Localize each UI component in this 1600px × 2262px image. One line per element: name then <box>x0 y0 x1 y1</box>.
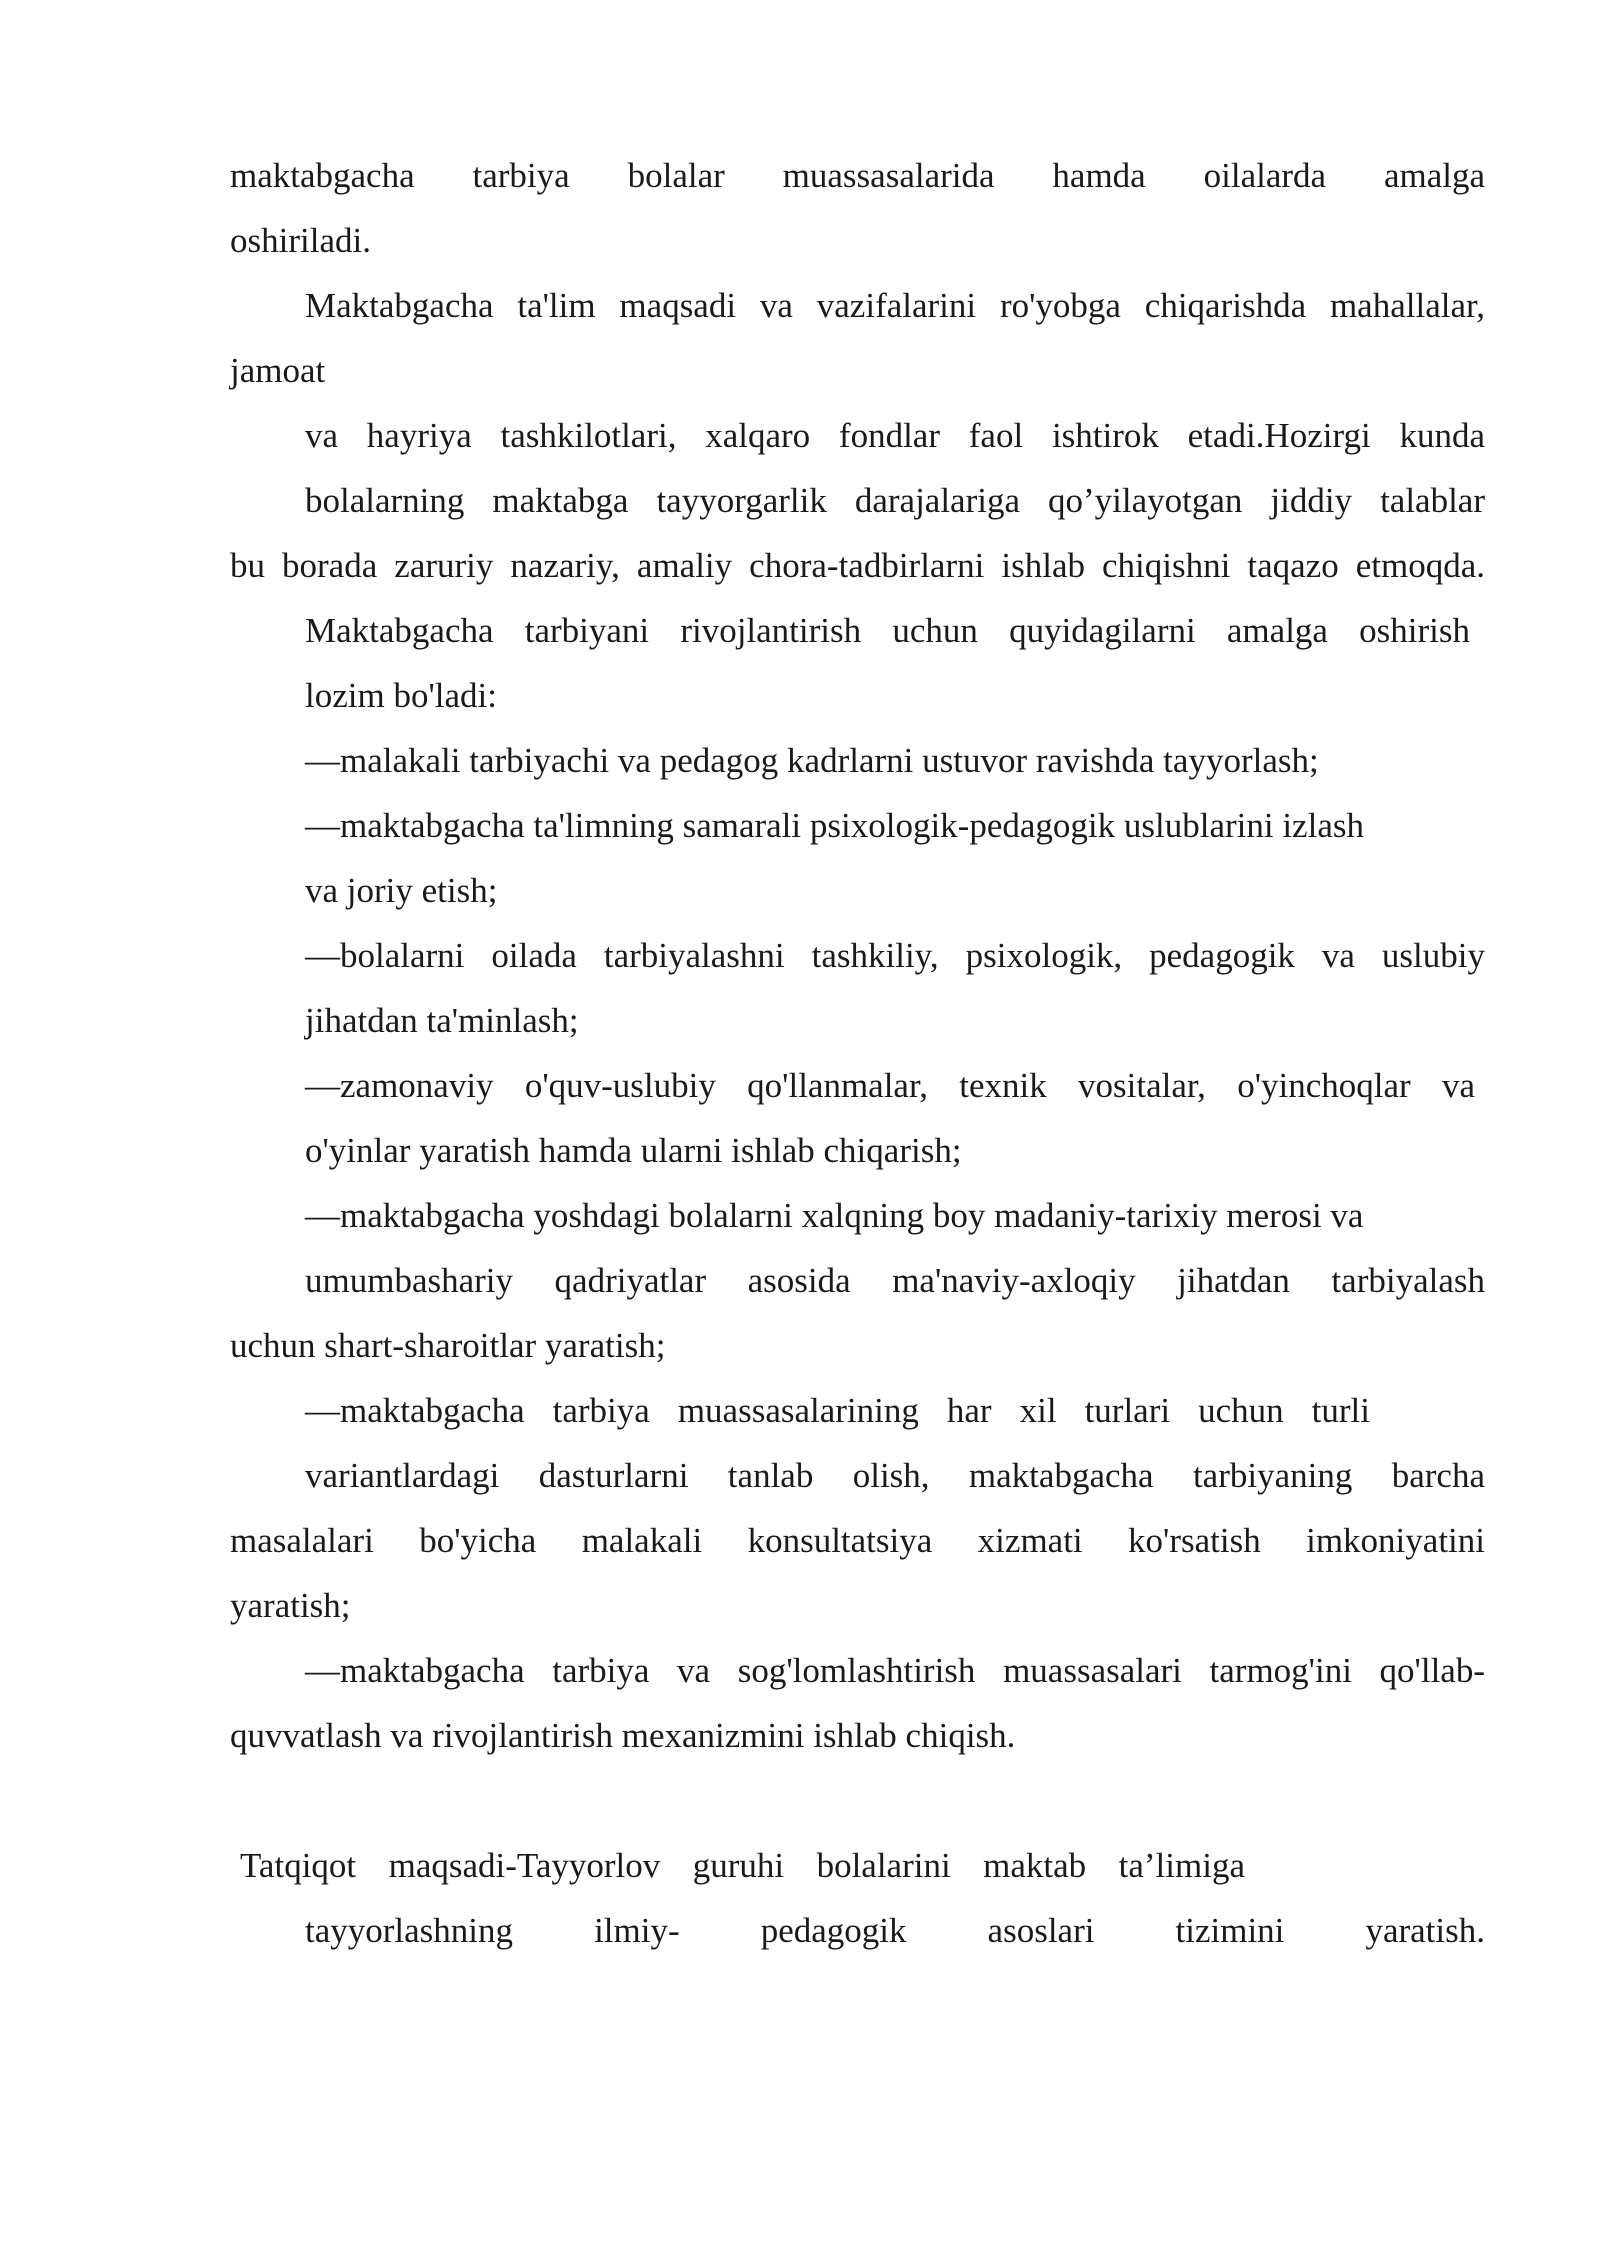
text-line: va hayriya tashkilotlari, xalqaro fondlar faol ishtirok etadi.Hozirgi kunda <box>305 416 1485 455</box>
list-item: —maktabgacha tarbiya va sog'lomlashtirish muassasalari tarmog'ini qo'llab- <box>305 1651 1485 1690</box>
text-line: quvvatlash va rivojlantirish mexanizmini ishlab chiqish. <box>230 1716 1016 1755</box>
list-item: —bolalarni oilada tarbiyalashni tashkiliy, psixologik, pedagogik va uslubiy <box>305 936 1485 975</box>
list-item: —zamonaviy o'quv-uslubiy qo'llanmalar, texnik vositalar, o'yinchoqlar va <box>305 1066 1475 1105</box>
text-line: maktabgacha tarbiya bolalar muassasalarida hamda oilalarda amalga <box>230 156 1485 195</box>
text-line: masalalari bo'yicha malakali konsultatsiya xizmati ko'rsatish imkoniyatini <box>230 1521 1485 1560</box>
list-item: —malakali tarbiyachi va pedagog kadrlarni ustuvor ravishda tayyorlash; <box>305 741 1319 780</box>
text-line: tayyorlashning ilmiy- pedagogik asoslari tizimini yaratish. <box>305 1911 1485 1950</box>
text-line: Maktabgacha ta'lim maqsadi va vazifalarini ro'yobga chiqarishda mahallalar, <box>305 286 1485 325</box>
text-line: Tatqiqot maqsadi-Tayyorlov guruhi bolalarini maktab ta’limiga <box>240 1846 1245 1885</box>
text-line: yaratish; <box>230 1586 351 1625</box>
text-line: Maktabgacha tarbiyani rivojlantirish uchun quyidagilarni amalga oshirish <box>305 611 1470 650</box>
text-line: umumbashariy qadriyatlar asosida ma'naviy-axloqiy jihatdan tarbiyalash <box>305 1261 1485 1300</box>
text-line: uchun shart-sharoitlar yaratish; <box>230 1326 666 1365</box>
text-line: bu borada zaruriy nazariy, amaliy chora-tadbirlarni ishlab chiqishni taqazo etmoqda. <box>230 546 1485 585</box>
text-line: lozim bo'ladi: <box>305 676 497 715</box>
list-item: —maktabgacha ta'limning samarali psixologik-pedagogik uslublarini izlash <box>305 806 1364 845</box>
text-line: jihatdan ta'minlash; <box>305 1001 579 1040</box>
text-line: oshiriladi. <box>230 221 371 260</box>
list-item: —maktabgacha tarbiya muassasalarining har xil turlari uchun turli <box>305 1391 1370 1430</box>
text-line: o'yinlar yaratish hamda ularni ishlab chiqarish; <box>305 1131 962 1170</box>
text-line: jamoat <box>230 351 326 390</box>
list-item: —maktabgacha yoshdagi bolalarni xalqning boy madaniy-tarixiy merosi va <box>305 1196 1364 1235</box>
text-line: bolalarning maktabga tayyorgarlik darajalariga qo’yilayotgan jiddiy talablar <box>305 481 1485 520</box>
text-line: va joriy etish; <box>305 871 498 910</box>
text-line: variantlardagi dasturlarni tanlab olish, maktabgacha tarbiyaning barcha <box>305 1456 1485 1495</box>
